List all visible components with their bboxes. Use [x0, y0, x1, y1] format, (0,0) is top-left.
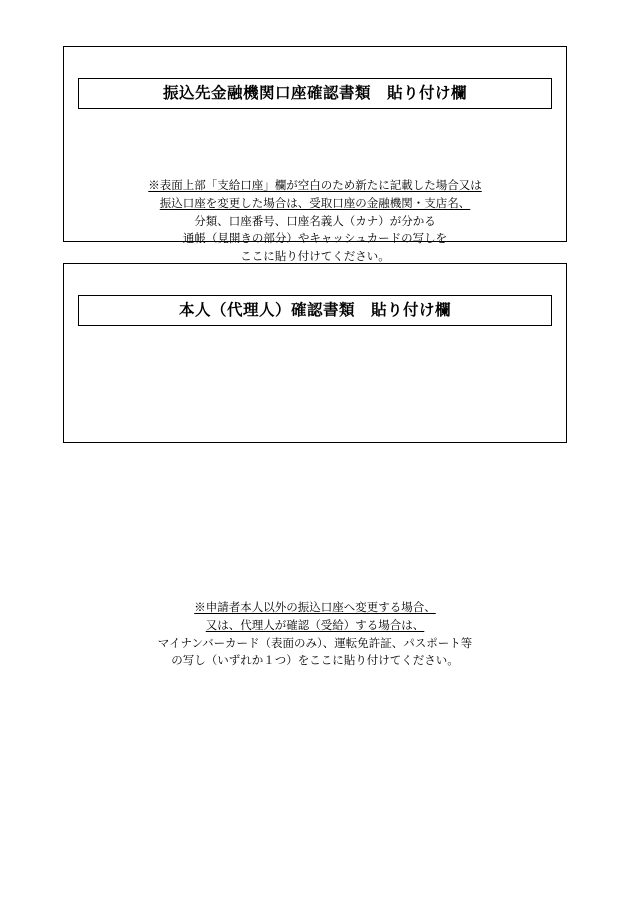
- instruction-line: の写し（いずれか１つ）をここに貼り付けてください。: [171, 655, 459, 668]
- instruction-line: 振込口座を変更した場合は、受取口座の金融機関・支店名、: [159, 197, 471, 210]
- bank-account-title: 振込先金融機関口座確認書類 貼り付け欄: [162, 84, 467, 102]
- section-identity-confirmation: [63, 263, 567, 668]
- section-bank-account-confirmation: [63, 46, 567, 264]
- bank-account-title-box: [78, 78, 552, 109]
- instruction-line: ※表面上部「支給口座」欄が空白のため新たに記載した場合又は: [148, 180, 482, 192]
- instruction-line: 又は、代理人が確認（受給）する場合は、: [205, 619, 425, 632]
- identity-title: 本人（代理人）確認書類 貼り付け欄: [178, 301, 451, 319]
- instruction-line: ※申請者本人以外の振込口座へ変更する場合、: [194, 602, 436, 614]
- instruction-line: マイナンバーカード（表面のみ）、運転免許証、パスポート等: [157, 637, 473, 650]
- identity-title-box: [78, 295, 552, 326]
- instruction-line: 通帳（見開きの部分）やキャッシュカードの写しを: [182, 233, 448, 246]
- bank-account-instructions: [78, 178, 552, 267]
- instruction-line: ここに貼り付けてください。: [240, 251, 390, 264]
- identity-instructions: [78, 600, 552, 671]
- instruction-line: 分類、口座番号、口座名義人（カナ）が分かる: [194, 215, 436, 228]
